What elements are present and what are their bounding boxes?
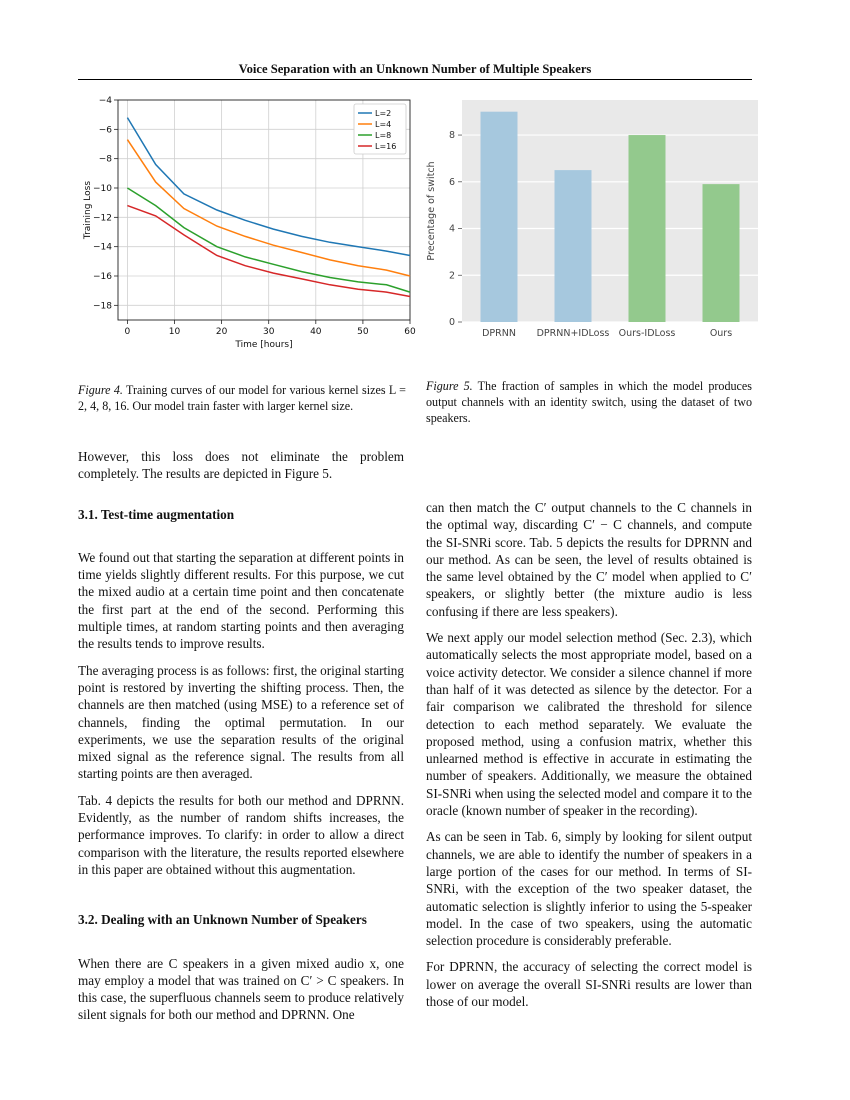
x-tick-label: 10 (168, 327, 181, 337)
legend-label: L=2 (375, 109, 392, 118)
legend-label: L=4 (375, 120, 392, 129)
y-tick-label: 2 (448, 270, 455, 282)
right-paragraph-3: As can be seen in Tab. 6, simply by looking for silent output channels, we are able to identify the number of speakers in a large portion of the cases for our method. In terms of SI-SNRi, with the exception of the two speaker dataset, the automatic selection is slightly inferior to using the 5-speaker model. In the case of two speakers, using the automatic selection procedure is considerably preferable. (426, 829, 752, 949)
x-tick-label: 40 (310, 327, 322, 337)
right-paragraph-2: We next apply our model selection method (Sec. 2.3), which automatically selects the most appropriate model, based on a voice activity detector. We consider a silence channel if more than half of it was detected as silence by the detector. For a fair comparison we calibrated the threshold for silence detection to each method separately. We evaluate the proposed method, using a confusion matrix, whether this unlearned method is effective in accurate in estimating the number of speakers. Additionally, we measure the obtained SI-SNRi when using the selected model and compare it to the oracle (known number of speaker in the recording). (426, 630, 752, 819)
figure-5-bar-chart (420, 92, 760, 352)
x-tick-label: 20 (215, 327, 228, 337)
x-tick-label: 60 (404, 327, 416, 337)
figure-4-caption (78, 382, 406, 414)
figure-5-caption-text: The fraction of samples in which the model produces output channels with an identity switch, using the dataset of two speakers. (426, 379, 752, 425)
x-tick-label: DPRNN (482, 328, 516, 339)
section-3-1-paragraph-1: We found out that starting the separation at different points in time yields slightly different results. For this purpose, we cut the mixed audio at a certain time point and then concatenate the first part at the end of the second. Performing this multiple times, at random starting points and then averaging the results tends to improve results. (78, 549, 404, 652)
x-tick-label: Ours-IDLoss (618, 328, 676, 339)
y-tick-label: −16 (93, 272, 112, 282)
y-axis-label: Precentage of switch (426, 161, 437, 261)
bar-dprnn-idloss (555, 170, 592, 322)
x-axis-label: Time [hours] (235, 340, 293, 350)
figure-4-line-chart (78, 92, 416, 352)
x-tick-label: 0 (124, 327, 131, 337)
running-header: Voice Separation with an Unknown Number of Multiple Speakers (238, 62, 592, 76)
y-tick-label: 6 (448, 176, 455, 188)
section-3-1-paragraph-3: Tab. 4 depicts the results for both our method and DPRNN. Evidently, as the number of random shifts increases, the performance improves. To clarify: in order to allow a direct comparison with the literature, the results reported elsewhere in this paper are obtained without this augmentation. (78, 792, 404, 877)
figure-4-caption-text: Training curves of our model for various kernel sizes L = 2, 4, 8, 16. Our model train faster with larger kernel size. (78, 383, 406, 413)
right-column (426, 499, 752, 1019)
x-tick-label: 50 (357, 327, 369, 337)
legend-label: L=8 (375, 131, 392, 140)
section-3-1-heading: 3.1. Test-time augmentation (78, 506, 235, 522)
y-tick-label: 8 (448, 130, 455, 142)
figure-5-caption-label: Figure 5. (426, 379, 473, 393)
right-paragraph-4: For DPRNN, the accuracy of selecting the correct model is lower on average the overall SI-SNRi results are lower than those of our model. (426, 959, 752, 1010)
y-tick-label: −12 (93, 213, 112, 224)
figure-4-caption-label: Figure 4. (78, 383, 123, 397)
y-tick-label: −18 (93, 301, 112, 312)
left-column (78, 448, 404, 1033)
bar-dprnn (481, 112, 518, 322)
x-tick-label: Ours (709, 328, 733, 339)
intro-paragraph: However, this loss does not eliminate the problem completely. The results are depicted in Figure 5. (78, 449, 404, 482)
y-axis-label: Training Loss (83, 180, 93, 240)
bar-ours-idloss (629, 135, 666, 322)
right-paragraph-1: can then match the C′ output channels to the C channels in the optimal way, discarding C′ − C channels, and compute the SI-SNRi score. Tab. 5 depicts the results for DPRNN and our method. As can be seen, the level of results obtained is the same level obtained by the C′ model when applied to C′ speakers, or slightly better (the mixture audio is less confusing if there are less speakers). (426, 500, 752, 619)
section-3-2-heading: 3.2. Dealing with an Unknown Number of Speakers (78, 912, 367, 928)
y-tick-label: −8 (98, 154, 112, 165)
x-tick-label: DPRNN+IDLoss (536, 328, 610, 339)
bar-ours (703, 184, 740, 322)
y-tick-label: 0 (448, 317, 455, 328)
y-tick-label: −6 (98, 125, 112, 136)
legend-label: L=16 (375, 142, 397, 151)
header-rule (78, 79, 752, 80)
y-tick-label: −4 (98, 96, 112, 106)
y-tick-label: 4 (448, 223, 455, 235)
x-tick-label: 30 (262, 327, 275, 337)
section-3-2-paragraph-1: When there are C speakers in a given mixed audio x, one may employ a model that was trained on C′ > C speakers. In this case, the superfluous channels seem to produce relatively silent signals for both our method and DPRNN. One (78, 955, 404, 1023)
figure-5-caption (426, 378, 752, 426)
y-tick-label: −10 (93, 184, 112, 194)
section-3-1-paragraph-2: The averaging process is as follows: first, the original starting point is restored by inverting the shifting process. Then, the channels are then matched (using MSE) to a reference set of channels, finding the optimal permutation. In our experiments, we use the separation results of the original mixed signal as the reference signal. The results from all starting points are then averaged. (78, 662, 404, 782)
y-tick-label: −14 (93, 242, 112, 253)
